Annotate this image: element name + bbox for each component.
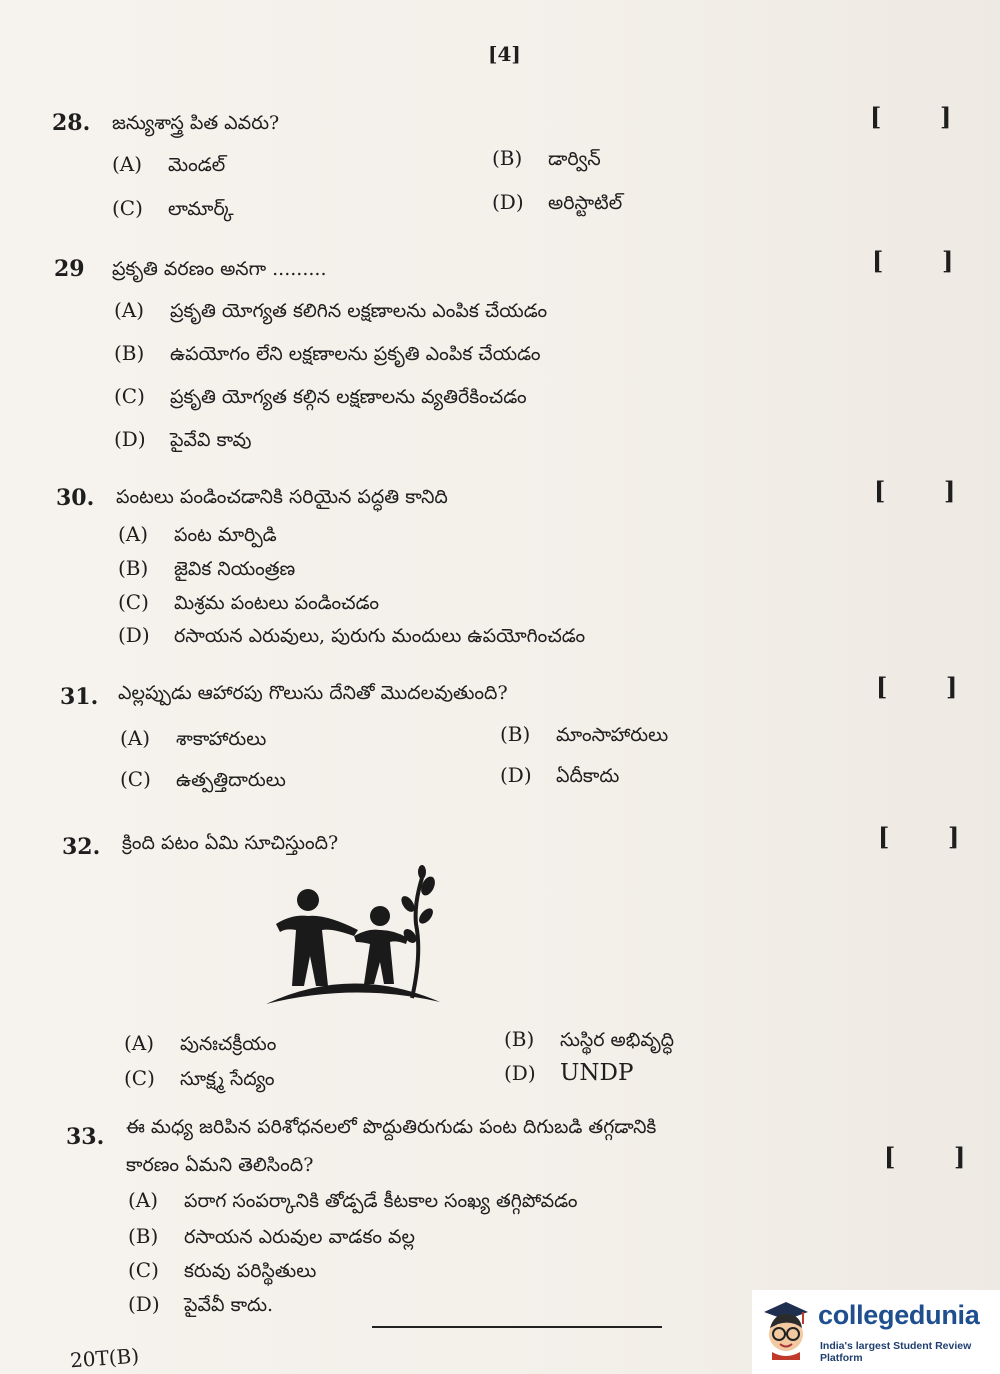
question-31-option-d: (D) ఏదీకాదు (500, 763, 620, 787)
question-31-text: ఎల్లప్పుడు ఆహారపు గొలుసు దేనితో మొదలవుతుంది? (118, 682, 508, 704)
question-31-number: 31. (60, 684, 99, 710)
question-33-number: 33. (66, 1124, 105, 1150)
question-30-text: పంటలు పండించడానికి సరియైన పద్ధతి కానిది (116, 486, 448, 508)
end-of-section-rule (372, 1326, 662, 1328)
question-33-option-c: (C) కరువు పరిస్థితులు (128, 1258, 317, 1282)
question-33-option-a: (A) పరాగ సంపర్కానికి తోడ్పడే కీటకాల సంఖ్య తగ్గిపోవడం (128, 1188, 578, 1212)
question-30-number: 30. (56, 485, 95, 511)
collegedunia-tagline: India's largest Student Review Platform (820, 1340, 972, 1364)
exam-page: [4] 28. జన్యుశాస్త్ర పిత ఎవరు? [ ] (A) మెండల్ (B) డార్విన్ (C) లామార్క్ (D) అరిస్టాటిల్ 29 ప్రకృతి వరణం అనగా ......... [ ] (A) ప్రకృతి యోగ్యత కలిగిన లక్షణాలను ఎంపిక చేయడం (B) ఉపయోగం లేని లక్షణాలను ప్రకృతి ఎంపిక చేయడం (C) ప్రకృతి యోగ్యత కల్గిన లక్షణాలను వ్యతిరేకించడం (D) పైవేవి కావు 30. పంటలు పండించడానికి సరియైన పద్ధతి కానిది [ ] (A) పంట మార్పిడి (B) జైవిక నియంత్రణ (C) మిశ్రమ పంటలు పండించడం (D) రసాయన ఎరువులు, పురుగు మందులు ఉపయోగించడం 31. ఎల్లప్పుడు ఆహారపు గొలుసు దేనితో మొదలవుతుంది? [ ] (A) శాకాహారులు (B) మాంసాహారులు (C) ఉత్పత్తిదారులు (D) ఏదీకాదు 32. క్రింది పటం ఏమి సూచిస్తుంది? [ ] (A) పునఃచక్రీయం (B) సుస్థిర అభివృద్ధి (C) సూక్ష్మ సేద్యం (D) UNDP 33. ఈ మధ్య జరిపిన పరిశోధనలలో పొద్దుతిరుగుడు పంట దిగుబడి తగ్గడానికి కారణం ఏమని తెలిసింది? [ ] (A) పరాగ సంపర్కానికి తోడ్పడే కీటకాల సంఖ్య తగ్గిపోవడం (B) రసాయన ఎరువుల వాడకం వల్ల (C) కరువు పరిస్థితులు (D) పైవేవీ కాదు. 20T(B) collegedunia India's largest Student Review Platform (0, 0, 1000, 1374)
question-28-number: 28. (52, 110, 91, 136)
question-33-option-b: (B) రసాయన ఎరువుల వాడకం వల్ల (128, 1224, 416, 1248)
question-33-text-line2: కారణం ఏమని తెలిసింది? (126, 1154, 314, 1176)
question-29-option-c: (C) ప్రకృతి యోగ్యత కల్గిన లక్షణాలను వ్యతిరేకించడం (114, 384, 527, 408)
collegedunia-logo-text: collegedunia (818, 1300, 980, 1330)
emblem-adult-head (297, 889, 319, 911)
page-number: [4] (488, 42, 521, 66)
question-30-option-d: (D) రసాయన ఎరువులు, పురుగు మందులు ఉపయోగించడం (118, 623, 586, 647)
question-28-option-d: (D) అరిస్టాటిల్ (492, 190, 623, 214)
question-31-option-b: (B) మాంసాహారులు (500, 722, 669, 746)
question-30-option-b: (B) జైవిక నియంత్రణ (118, 556, 296, 580)
question-29-text: ప్రకృతి వరణం అనగా ......... (112, 258, 327, 280)
emblem-leaf (418, 865, 426, 879)
question-28-option-c: (C) లామార్క్ (112, 196, 234, 220)
paper-code: 20T(B) (69, 1343, 140, 1373)
collegedunia-watermark (752, 1290, 1000, 1374)
emblem-adult-body (276, 916, 358, 986)
question-29-number: 29 (54, 256, 85, 282)
question-28-text: జన్యుశాస్త్ర పిత ఎవరు? (112, 112, 280, 134)
question-32-option-b: (B) సుస్థిర అభివృద్ధి (504, 1027, 675, 1051)
mascot-icon (758, 1298, 812, 1360)
emblem-child-body (354, 930, 408, 984)
question-29-option-d: (D) పైవేవి కావు (114, 427, 252, 451)
question-30-option-a: (A) పంట మార్పిడి (118, 522, 277, 546)
question-28-option-a: (A) మెండల్ (112, 152, 226, 176)
question-29-option-a: (A) ప్రకృతి యోగ్యత కలిగిన లక్షణాలను ఎంపిక చేయడం (114, 298, 548, 322)
question-32-option-a: (A) పునఃచక్రీయం (124, 1031, 277, 1055)
sustainable-development-emblem-image (262, 864, 444, 1016)
question-30-option-c: (C) మిశ్రమ పంటలు పండించడం (118, 590, 379, 614)
question-33-text-line1: ఈ మధ్య జరిపిన పరిశోధనలలో పొద్దుతిరుగుడు పంట దిగుబడి తగ్గడానికి (126, 1116, 657, 1138)
question-32-option-c: (C) సూక్ష్మ సేద్యం (124, 1066, 275, 1090)
emblem-child-head (370, 906, 390, 926)
question-29-option-b: (B) ఉపయోగం లేని లక్షణాలను ప్రకృతి ఎంపిక చేయడం (114, 341, 541, 365)
question-33-option-d: (D) పైవేవీ కాదు. (128, 1292, 274, 1316)
question-31-option-c: (C) ఉత్పత్తిదారులు (120, 767, 286, 791)
question-31-option-a: (A) శాకాహారులు (120, 726, 267, 750)
question-28-option-b: (B) డార్విన్ (492, 146, 601, 170)
question-32-option-d: (D) UNDP (504, 1060, 634, 1086)
question-32-number: 32. (62, 834, 101, 860)
question-32-text: క్రింది పటం ఏమి సూచిస్తుంది? (122, 832, 339, 854)
emblem-leaf (416, 906, 435, 926)
